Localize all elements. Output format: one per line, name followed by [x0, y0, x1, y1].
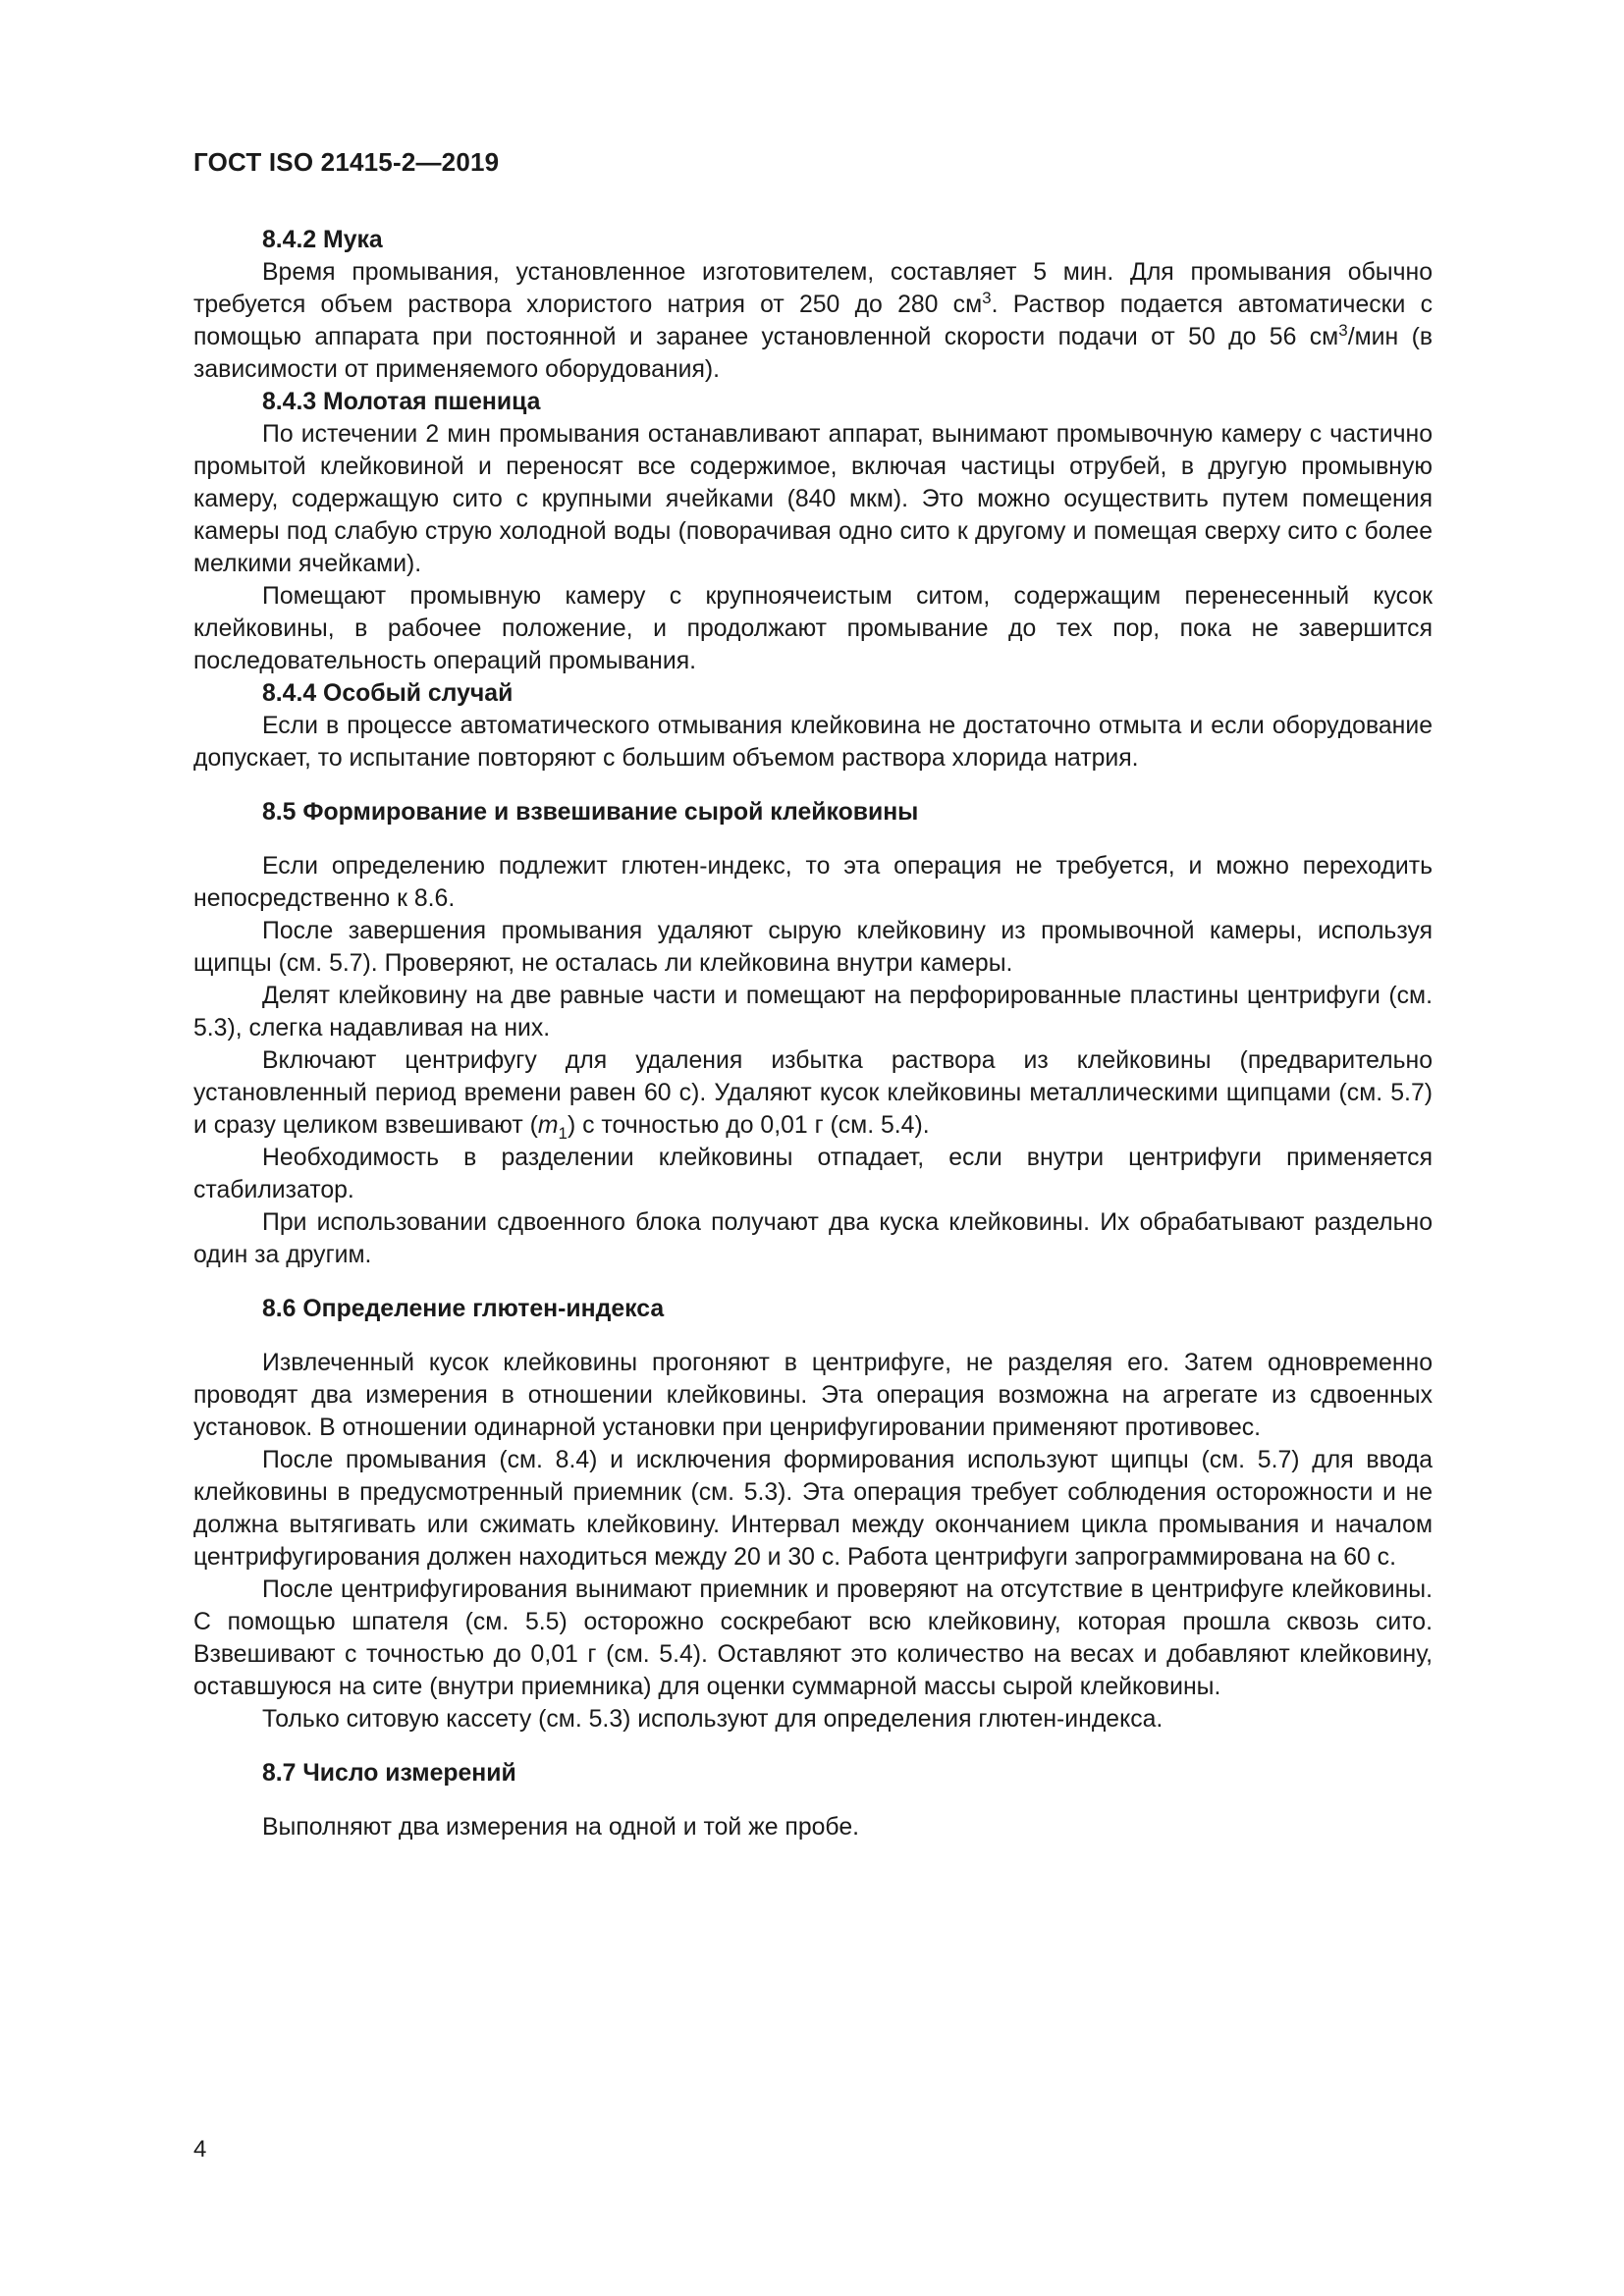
section-8-5-paragraph-2: После завершения промывания удаляют сырую клейковину из промывочной камеры, используя щипцы (см. 5.7). Проверяют, не осталась ли клейковина внутри камеры. [193, 918, 1433, 977]
section-8-6-title: 8.6 Определение глютен-индекса [262, 1296, 665, 1322]
section-8-5-paragraph-6: При использовании сдвоенного блока получают два куска клейковины. Их обрабатывают раздельно один за другим. [193, 1209, 1433, 1268]
section-8-6-paragraph-2: После промывания (см. 8.4) и исключения формирования используют щипцы (см. 5.7) для ввода клейковины в предусмотренный приемник (см. 5.3). Эта операция требует соблюдения осторожности и не должна вытягивать или сжимать клейковину. Интервал между окончанием цикла промывания и началом центрифугирования должен находиться между 20 и 30 с. Работа центрифуги запрограммирована на 60 с. [193, 1447, 1433, 1571]
text-run: Включают центрифугу для удаления избытка раствора из клейковины (предварительно установленный период времени равен 60 с). Удаляют кусок клейковины металлическими щипцами (см. 5.7) и сразу целиком взвешивают ( [193, 1047, 1433, 1139]
variable-m: m [537, 1112, 559, 1139]
section-8-4-2-paragraph-1 [193, 256, 1433, 386]
section-8-5-title: 8.5 Формирование и взвешивание сырой клейковины [262, 799, 919, 826]
section-8-4-3-paragraph-2: Помещают промывную камеру с крупноячеистым ситом, содержащим перенесенный кусок клейковины, в рабочее положение, и продолжают промывание до тех пор, пока не завершится последовательность операций промывания. [193, 583, 1433, 674]
section-8-6-paragraph-1: Извлеченный кусок клейковины прогоняют в центрифуге, не разделяя его. Затем одновременно проводят два измерения в отношении клейковины. Эта операция возможна на агрегате из сдвоенных установок. В отношении одинарной установки при ценрифугировании применяют противовес. [193, 1350, 1433, 1441]
section-8-5-paragraph-5: Необходимость в разделении клейковины отпадает, если внутри центрифуги применяется стабилизатор. [193, 1145, 1433, 1203]
text-run: . Раствор подается автоматически с помощью аппарата при постоянной и заранее установленной скорости подачи от 50 до 56 см [193, 292, 1433, 350]
text-run: Время промывания, установленное изготовителем, составляет 5 мин. Для промывания обычно требуется объем раствора хлористого натрия от 250 до 280 см [193, 259, 1433, 318]
section-8-4-2-title: 8.4.2 Мука [262, 227, 383, 253]
section-8-6-paragraph-3: После центрифугирования вынимают приемник и проверяют на отсутствие в центрифуге клейковины. С помощью шпателя (см. 5.5) осторожно соскребают всю клейковину, которая прошла сквозь сито. Взвешивают с точностью до 0,01 г (см. 5.4). Оставляют это количество на весах и добавляют клейковину, оставшуюся на сите (внутри приемника) для оценки суммарной массы сырой клейковины. [193, 1576, 1433, 1700]
text-run: ) с точностью до 0,01 г (см. 5.4). [567, 1112, 930, 1139]
document-body [193, 224, 1433, 1843]
page-number: 4 [193, 2136, 207, 2163]
section-8-4-3-paragraph-1: По истечении 2 мин промывания останавливают аппарат, вынимают промывочную камеру с частично промытой клейковиной и переносят все содержимое, включая частицы отрубей, в другую промывную камеру, содержащую сито с крупными ячейками (840 мкм). Это можно осуществить путем помещения камеры под слабую струю холодной воды (поворачивая одно сито к другому и помещая сверху сито с более мелкими ячейками). [193, 421, 1433, 577]
section-8-7-paragraph-1: Выполняют два измерения на одной и той же пробе. [262, 1814, 860, 1841]
section-8-4-4-title: 8.4.4 Особый случай [262, 680, 514, 707]
section-8-6-paragraph-4: Только ситовую кассету (см. 5.3) используют для определения глютен-индекса. [262, 1706, 1164, 1733]
superscript: 3 [1338, 321, 1348, 340]
superscript: 3 [982, 289, 992, 307]
section-8-4-3-title: 8.4.3 Молотая пшеница [262, 389, 541, 415]
document-header-id: ГОСТ ISO 21415-2—2019 [193, 147, 500, 177]
section-8-5-paragraph-3: Делят клейковину на две равные части и помещают на перфорированные пластины центрифуги (см. 5.3), слегка надавливая на них. [193, 983, 1433, 1041]
section-8-5-paragraph-1: Если определению подлежит глютен-индекс, то эта операция не требуется, и можно переходить непосредственно к 8.6. [193, 853, 1433, 912]
text-run: /мин (в зависимости от применяемого оборудования). [193, 324, 1433, 383]
subscript: 1 [558, 1124, 568, 1143]
section-8-5-paragraph-4 [193, 1044, 1433, 1142]
section-8-4-4-paragraph-1: Если в процессе автоматического отмывания клейковина не достаточно отмыта и если оборудование допускает, то испытание повторяют с большим объемом раствора хлорида натрия. [193, 713, 1433, 772]
section-8-7-title: 8.7 Число измерений [262, 1760, 516, 1787]
